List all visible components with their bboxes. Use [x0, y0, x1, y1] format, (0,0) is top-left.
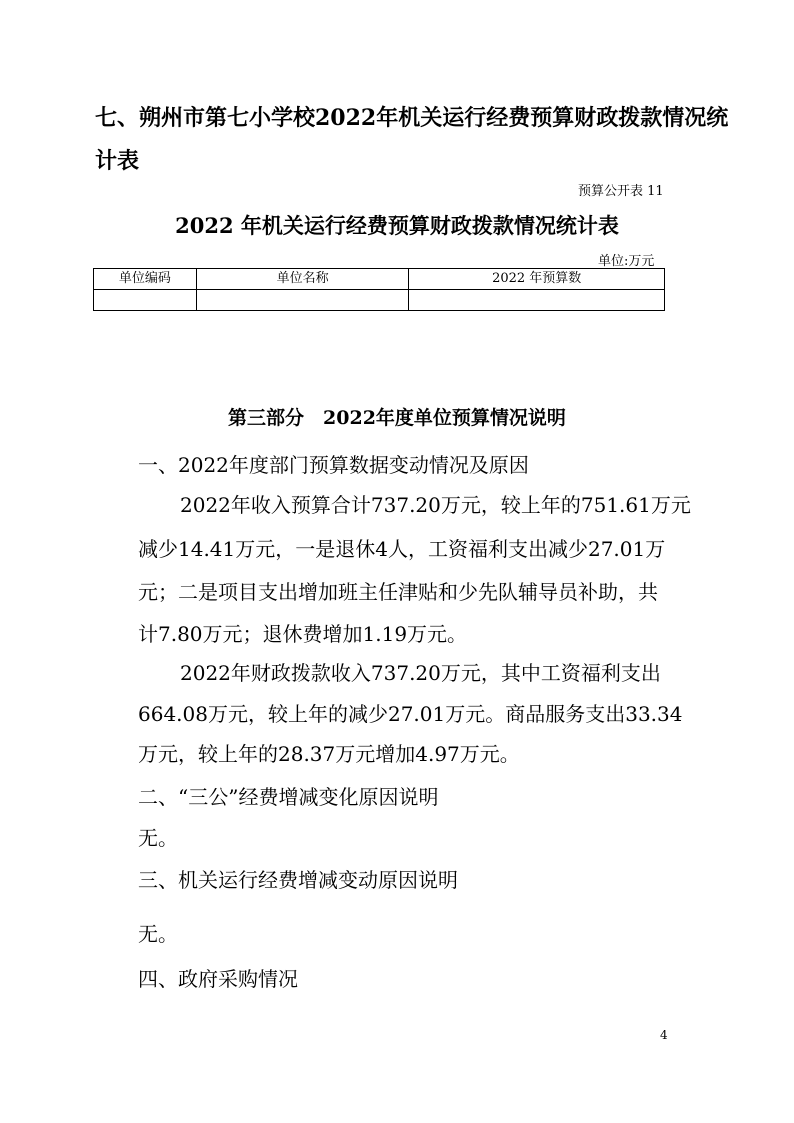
unit-label: 单位:万元 [598, 254, 655, 269]
table-title: 2022 年机关运行经费预算财政拨款情况统计表 [175, 213, 619, 238]
paragraph-line: 计7.80万元；退休费增加1.19万元。 [138, 622, 468, 646]
paragraph-line: 2022年财政拨款收入737.20万元，其中工资福利支出 [180, 661, 661, 685]
section-heading-continued: 计表 [95, 148, 140, 174]
budget-table [93, 268, 665, 311]
page-number: 4 [660, 1028, 668, 1042]
table-row [94, 290, 665, 311]
subsection-title-3: 三、机关运行经费增减变动原因说明 [138, 868, 458, 892]
table-label: 预算公开表 11 [578, 184, 664, 199]
table-header-row [94, 269, 665, 290]
part-title: 第三部分 2022年度单位预算情况说明 [228, 407, 566, 429]
column-header: 单位名称 [196, 269, 409, 290]
subsection-body-3: 无。 [138, 922, 178, 946]
column-header: 2022 年预算数 [409, 269, 665, 290]
paragraph-line: 万元，较上年的28.37万元增加4.97万元。 [138, 742, 520, 766]
section-heading: 七、朔州市第七小学校2022年机关运行经费预算财政拨款情况统 [95, 105, 729, 131]
subsection-title-2: 二、“三公”经费增减变化原因说明 [138, 785, 439, 809]
subsection-body-2: 无。 [138, 826, 178, 850]
paragraph-line: 2022年收入预算合计737.20万元，较上年的751.61万元 [180, 493, 691, 517]
paragraph-line: 664.08万元，较上年的减少27.01万元。商品服务支出33.34 [138, 702, 683, 726]
table-cell [196, 290, 409, 311]
paragraph-line: 元；二是项目支出增加班主任津贴和少先队辅导员补助，共 [138, 580, 658, 604]
subsection-title-4: 四、政府采购情况 [138, 967, 298, 991]
table-cell [409, 290, 665, 311]
column-header: 单位编码 [94, 269, 197, 290]
table-cell [94, 290, 197, 311]
paragraph-line: 减少14.41万元，一是退休4人，工资福利支出减少27.01万 [138, 537, 666, 561]
subsection-title-1: 一、2022年度部门预算数据变动情况及原因 [138, 453, 529, 477]
